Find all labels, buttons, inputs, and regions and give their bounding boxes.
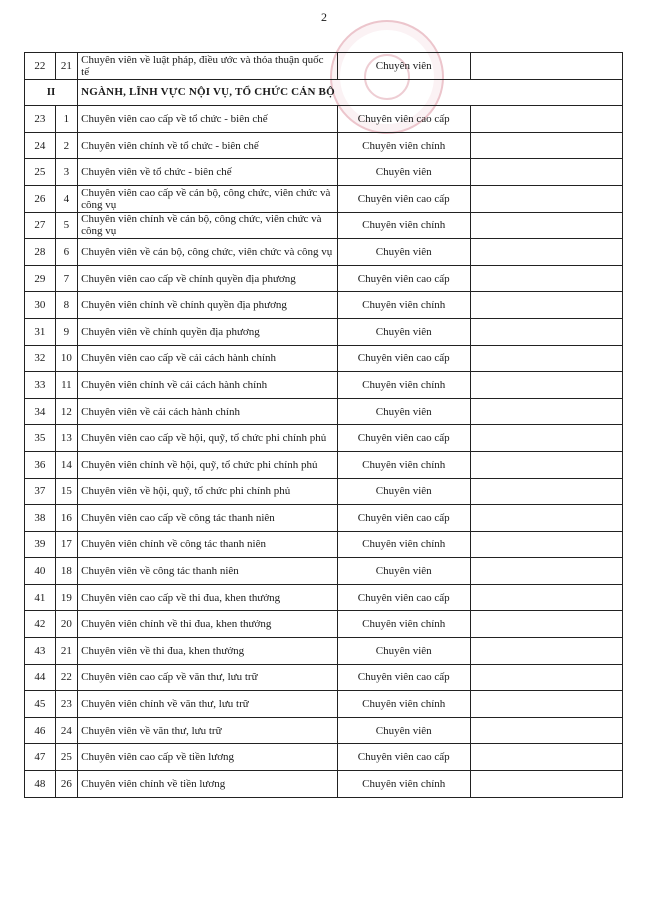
row-position-title: Chuyên viên cao cấp về tổ chức - biên chế bbox=[78, 106, 338, 133]
row-rank: Chuyên viên cao cấp bbox=[337, 106, 470, 133]
row-rank: Chuyên viên cao cấp bbox=[337, 744, 470, 771]
table-row bbox=[25, 558, 623, 585]
row-position-title: Chuyên viên cao cấp về chính quyền địa phương bbox=[78, 265, 338, 292]
row-number: 3 bbox=[55, 159, 77, 186]
row-position-title: Chuyên viên chính về văn thư, lưu trữ bbox=[78, 691, 338, 718]
row-blank bbox=[470, 212, 622, 239]
section-row bbox=[25, 79, 623, 106]
row-blank bbox=[470, 664, 622, 691]
row-stt: 48 bbox=[25, 771, 56, 798]
row-blank bbox=[470, 398, 622, 425]
row-rank: Chuyên viên bbox=[337, 159, 470, 186]
row-rank: Chuyên viên chính bbox=[337, 292, 470, 319]
row-number: 7 bbox=[55, 265, 77, 292]
row-number: 26 bbox=[55, 771, 77, 798]
row-blank bbox=[470, 451, 622, 478]
row-position-title: Chuyên viên về công tác thanh niên bbox=[78, 558, 338, 585]
row-blank bbox=[470, 558, 622, 585]
row-position-title: Chuyên viên chính về tổ chức - biên chế bbox=[78, 132, 338, 159]
row-stt: 23 bbox=[25, 106, 56, 133]
row-number: 15 bbox=[55, 478, 77, 505]
row-number: 19 bbox=[55, 584, 77, 611]
row-stt: 37 bbox=[25, 478, 56, 505]
row-number: 11 bbox=[55, 372, 77, 399]
row-rank: Chuyên viên bbox=[337, 717, 470, 744]
row-number: 23 bbox=[55, 691, 77, 718]
row-rank: Chuyên viên cao cấp bbox=[337, 265, 470, 292]
row-number: 20 bbox=[55, 611, 77, 638]
table-row bbox=[25, 638, 623, 665]
row-position-title: Chuyên viên cao cấp về cán bộ, công chức, viên chức và công vụ bbox=[78, 185, 338, 212]
row-position-title: Chuyên viên chính về hội, quỹ, tổ chức phi chính phủ bbox=[78, 451, 338, 478]
row-blank bbox=[470, 638, 622, 665]
section-title: NGÀNH, LĨNH VỰC NỘI VỤ, TỔ CHỨC CÁN BỘ bbox=[78, 79, 623, 106]
row-position-title: Chuyên viên về văn thư, lưu trữ bbox=[78, 717, 338, 744]
table-row bbox=[25, 372, 623, 399]
row-position-title: Chuyên viên cao cấp về cải cách hành chính bbox=[78, 345, 338, 372]
row-blank bbox=[470, 318, 622, 345]
row-stt: 22 bbox=[25, 53, 56, 80]
row-rank: Chuyên viên bbox=[337, 558, 470, 585]
row-blank bbox=[470, 159, 622, 186]
row-blank bbox=[470, 744, 622, 771]
row-number: 4 bbox=[55, 185, 77, 212]
table-row bbox=[25, 265, 623, 292]
row-rank: Chuyên viên cao cấp bbox=[337, 185, 470, 212]
row-number: 21 bbox=[55, 638, 77, 665]
row-blank bbox=[470, 106, 622, 133]
table-row bbox=[25, 185, 623, 212]
section-roman: II bbox=[25, 79, 78, 106]
row-rank: Chuyên viên bbox=[337, 318, 470, 345]
row-position-title: Chuyên viên về cải cách hành chính bbox=[78, 398, 338, 425]
row-rank: Chuyên viên bbox=[337, 239, 470, 266]
row-blank bbox=[470, 345, 622, 372]
table-row bbox=[25, 478, 623, 505]
row-stt: 41 bbox=[25, 584, 56, 611]
row-blank bbox=[470, 372, 622, 399]
row-stt: 33 bbox=[25, 372, 56, 399]
row-rank: Chuyên viên cao cấp bbox=[337, 345, 470, 372]
page-number: 2 bbox=[321, 10, 327, 24]
row-position-title: Chuyên viên về thi đua, khen thưởng bbox=[78, 638, 338, 665]
row-blank bbox=[470, 478, 622, 505]
row-position-title: Chuyên viên chính về cải cách hành chính bbox=[78, 372, 338, 399]
table-row bbox=[25, 132, 623, 159]
table-row bbox=[25, 212, 623, 239]
row-number: 21 bbox=[55, 53, 77, 80]
row-blank bbox=[470, 505, 622, 532]
row-stt: 39 bbox=[25, 531, 56, 558]
row-stt: 28 bbox=[25, 239, 56, 266]
row-number: 2 bbox=[55, 132, 77, 159]
table-row bbox=[25, 664, 623, 691]
row-stt: 30 bbox=[25, 292, 56, 319]
row-stt: 38 bbox=[25, 505, 56, 532]
table-row bbox=[25, 717, 623, 744]
row-blank bbox=[470, 425, 622, 452]
table-row bbox=[25, 744, 623, 771]
table-row bbox=[25, 771, 623, 798]
row-number: 13 bbox=[55, 425, 77, 452]
table-row bbox=[25, 531, 623, 558]
table-row bbox=[25, 159, 623, 186]
row-stt: 46 bbox=[25, 717, 56, 744]
row-stt: 35 bbox=[25, 425, 56, 452]
row-rank: Chuyên viên chính bbox=[337, 451, 470, 478]
row-stt: 25 bbox=[25, 159, 56, 186]
row-rank: Chuyên viên chính bbox=[337, 611, 470, 638]
row-rank: Chuyên viên bbox=[337, 398, 470, 425]
table-row bbox=[25, 345, 623, 372]
table-row bbox=[25, 584, 623, 611]
table-row bbox=[25, 505, 623, 532]
row-position-title: Chuyên viên về cán bộ, công chức, viên chức và công vụ bbox=[78, 239, 338, 266]
row-stt: 27 bbox=[25, 212, 56, 239]
row-stt: 40 bbox=[25, 558, 56, 585]
row-number: 5 bbox=[55, 212, 77, 239]
table-row bbox=[25, 611, 623, 638]
table-row bbox=[25, 451, 623, 478]
row-number: 12 bbox=[55, 398, 77, 425]
row-number: 10 bbox=[55, 345, 77, 372]
row-position-title: Chuyên viên chính về tiền lương bbox=[78, 771, 338, 798]
row-blank bbox=[470, 185, 622, 212]
row-blank bbox=[470, 132, 622, 159]
row-rank: Chuyên viên chính bbox=[337, 531, 470, 558]
row-position-title: Chuyên viên cao cấp về tiền lương bbox=[78, 744, 338, 771]
table-body-before bbox=[25, 53, 623, 80]
row-position-title: Chuyên viên cao cấp về công tác thanh niên bbox=[78, 505, 338, 532]
row-stt: 43 bbox=[25, 638, 56, 665]
row-number: 18 bbox=[55, 558, 77, 585]
row-rank: Chuyên viên chính bbox=[337, 212, 470, 239]
row-blank bbox=[470, 265, 622, 292]
row-rank: Chuyên viên cao cấp bbox=[337, 664, 470, 691]
table-row bbox=[25, 691, 623, 718]
position-table bbox=[24, 52, 623, 798]
row-rank: Chuyên viên cao cấp bbox=[337, 584, 470, 611]
row-position-title: Chuyên viên cao cấp về thi đua, khen thưởng bbox=[78, 584, 338, 611]
row-rank: Chuyên viên chính bbox=[337, 132, 470, 159]
row-blank bbox=[470, 531, 622, 558]
section-header bbox=[25, 79, 623, 106]
row-rank: Chuyên viên cao cấp bbox=[337, 425, 470, 452]
row-rank: Chuyên viên chính bbox=[337, 691, 470, 718]
row-number: 16 bbox=[55, 505, 77, 532]
table-row bbox=[25, 292, 623, 319]
row-position-title: Chuyên viên chính về chính quyền địa phương bbox=[78, 292, 338, 319]
row-position-title: Chuyên viên cao cấp về văn thư, lưu trữ bbox=[78, 664, 338, 691]
row-stt: 29 bbox=[25, 265, 56, 292]
row-number: 25 bbox=[55, 744, 77, 771]
row-position-title: Chuyên viên chính về cán bộ, công chức, viên chức và công vụ bbox=[78, 212, 338, 239]
row-number: 8 bbox=[55, 292, 77, 319]
table-row bbox=[25, 53, 623, 80]
row-blank bbox=[470, 292, 622, 319]
row-rank: Chuyên viên chính bbox=[337, 771, 470, 798]
row-position-title: Chuyên viên về luật pháp, điều ước và thỏa thuận quốc tế bbox=[78, 53, 338, 80]
row-rank: Chuyên viên bbox=[337, 478, 470, 505]
row-number: 1 bbox=[55, 106, 77, 133]
row-stt: 26 bbox=[25, 185, 56, 212]
row-number: 6 bbox=[55, 239, 77, 266]
row-stt: 36 bbox=[25, 451, 56, 478]
row-blank bbox=[470, 691, 622, 718]
row-rank: Chuyên viên chính bbox=[337, 372, 470, 399]
row-rank: Chuyên viên bbox=[337, 638, 470, 665]
row-position-title: Chuyên viên về tổ chức - biên chế bbox=[78, 159, 338, 186]
row-position-title: Chuyên viên chính về thi đua, khen thưởng bbox=[78, 611, 338, 638]
table-row bbox=[25, 318, 623, 345]
row-blank bbox=[470, 584, 622, 611]
table-row bbox=[25, 398, 623, 425]
row-position-title: Chuyên viên về hội, quỹ, tổ chức phi chính phủ bbox=[78, 478, 338, 505]
row-stt: 44 bbox=[25, 664, 56, 691]
row-stt: 45 bbox=[25, 691, 56, 718]
row-stt: 31 bbox=[25, 318, 56, 345]
row-stt: 34 bbox=[25, 398, 56, 425]
row-number: 24 bbox=[55, 717, 77, 744]
table-body-after bbox=[25, 106, 623, 797]
row-position-title: Chuyên viên về chính quyền địa phương bbox=[78, 318, 338, 345]
row-number: 17 bbox=[55, 531, 77, 558]
table-row bbox=[25, 425, 623, 452]
row-rank: Chuyên viên cao cấp bbox=[337, 505, 470, 532]
row-blank bbox=[470, 53, 622, 80]
row-blank bbox=[470, 239, 622, 266]
row-blank bbox=[470, 771, 622, 798]
row-rank: Chuyên viên bbox=[337, 53, 470, 80]
row-stt: 32 bbox=[25, 345, 56, 372]
row-position-title: Chuyên viên chính về công tác thanh niên bbox=[78, 531, 338, 558]
row-position-title: Chuyên viên cao cấp về hội, quỹ, tổ chức phi chính phủ bbox=[78, 425, 338, 452]
row-blank bbox=[470, 717, 622, 744]
row-number: 14 bbox=[55, 451, 77, 478]
row-stt: 42 bbox=[25, 611, 56, 638]
table-row bbox=[25, 239, 623, 266]
row-number: 9 bbox=[55, 318, 77, 345]
row-number: 22 bbox=[55, 664, 77, 691]
row-stt: 47 bbox=[25, 744, 56, 771]
table-row bbox=[25, 106, 623, 133]
row-blank bbox=[470, 611, 622, 638]
row-stt: 24 bbox=[25, 132, 56, 159]
